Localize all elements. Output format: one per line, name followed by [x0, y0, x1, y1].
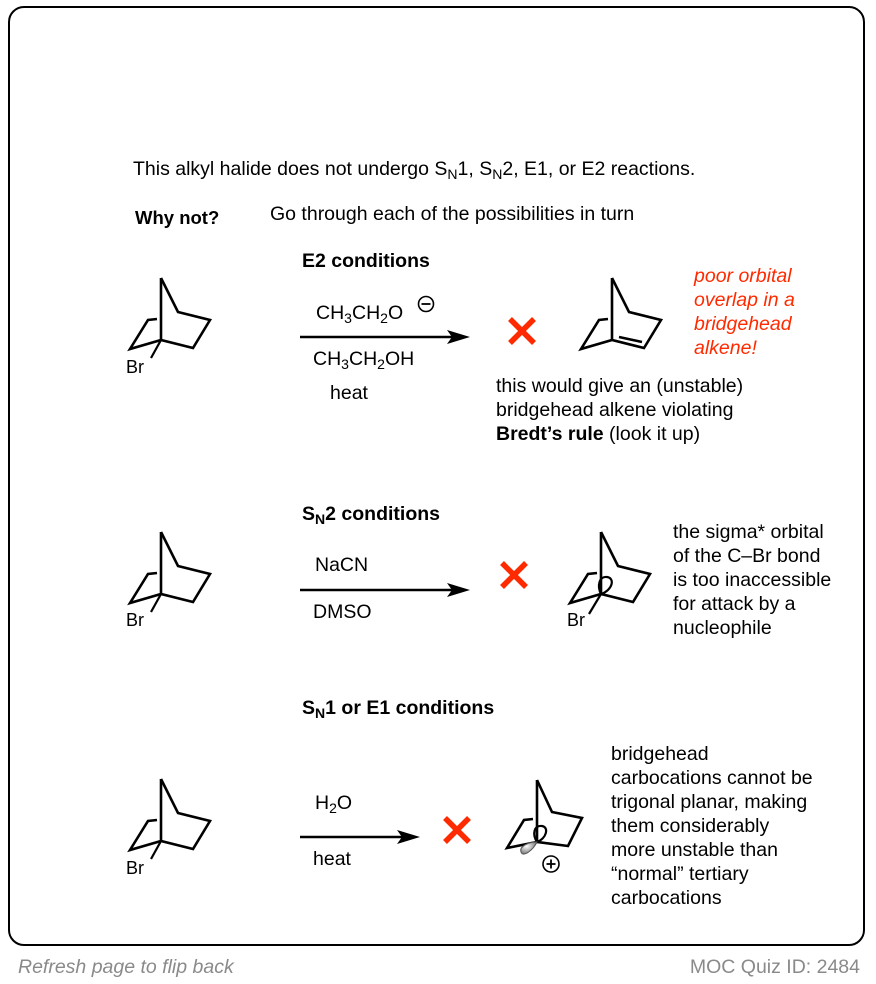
sn1-reagent-top: $H_2O$ [315, 792, 353, 817]
why-not-label: Why not? [135, 207, 220, 228]
sn1-title: $S_N1$ or E1 conditions [302, 697, 495, 722]
sn1-explanation: bridgehead carbocations cannot be trigonal planar, making them considerably more unstable than “normal” tertiary carbocations [611, 743, 813, 909]
sn2-reagent-bottom: DMSO [313, 601, 372, 623]
e2-reagent-top: $CH_3CH_2O$ [316, 302, 404, 327]
refresh-hint: Refresh page to flip back [18, 956, 234, 978]
sn1-reagent-bottom: heat [313, 848, 351, 870]
sn2-title: $S_N2$ conditions [302, 503, 440, 528]
quiz-id: MOC Quiz ID: 2484 [689, 956, 860, 978]
sn2-product-br-label: Br [567, 610, 585, 630]
e2-reagent-heat: heat [330, 382, 368, 404]
sn2-explanation: the sigma* orbital of the C–Br bond is too inaccessible for attack by a nucleophile [673, 521, 832, 639]
e2-br-label: Br [126, 357, 144, 377]
e2-red-note: poor orbital overlap in a bridgehead alkene! [694, 265, 795, 359]
sn1-br-label: Br [126, 858, 144, 878]
e2-explanation: this would give an (unstable) bridgehead alkene violating Bredt’s rule (look it up) [496, 375, 744, 445]
sn2-br-label: Br [126, 610, 144, 630]
e2-title: E2 conditions [302, 250, 430, 272]
why-not-text: Go through each of the possibilities in turn [270, 203, 635, 225]
sn2-reagent-top: NaCN [315, 554, 369, 576]
intro-text: This alkyl halide does not undergo $S_N1$, $S_N2$, E1, or E2 reactions. [133, 158, 696, 183]
e2-reagent-bottom: $CH_3CH_2OH$ [313, 348, 415, 373]
